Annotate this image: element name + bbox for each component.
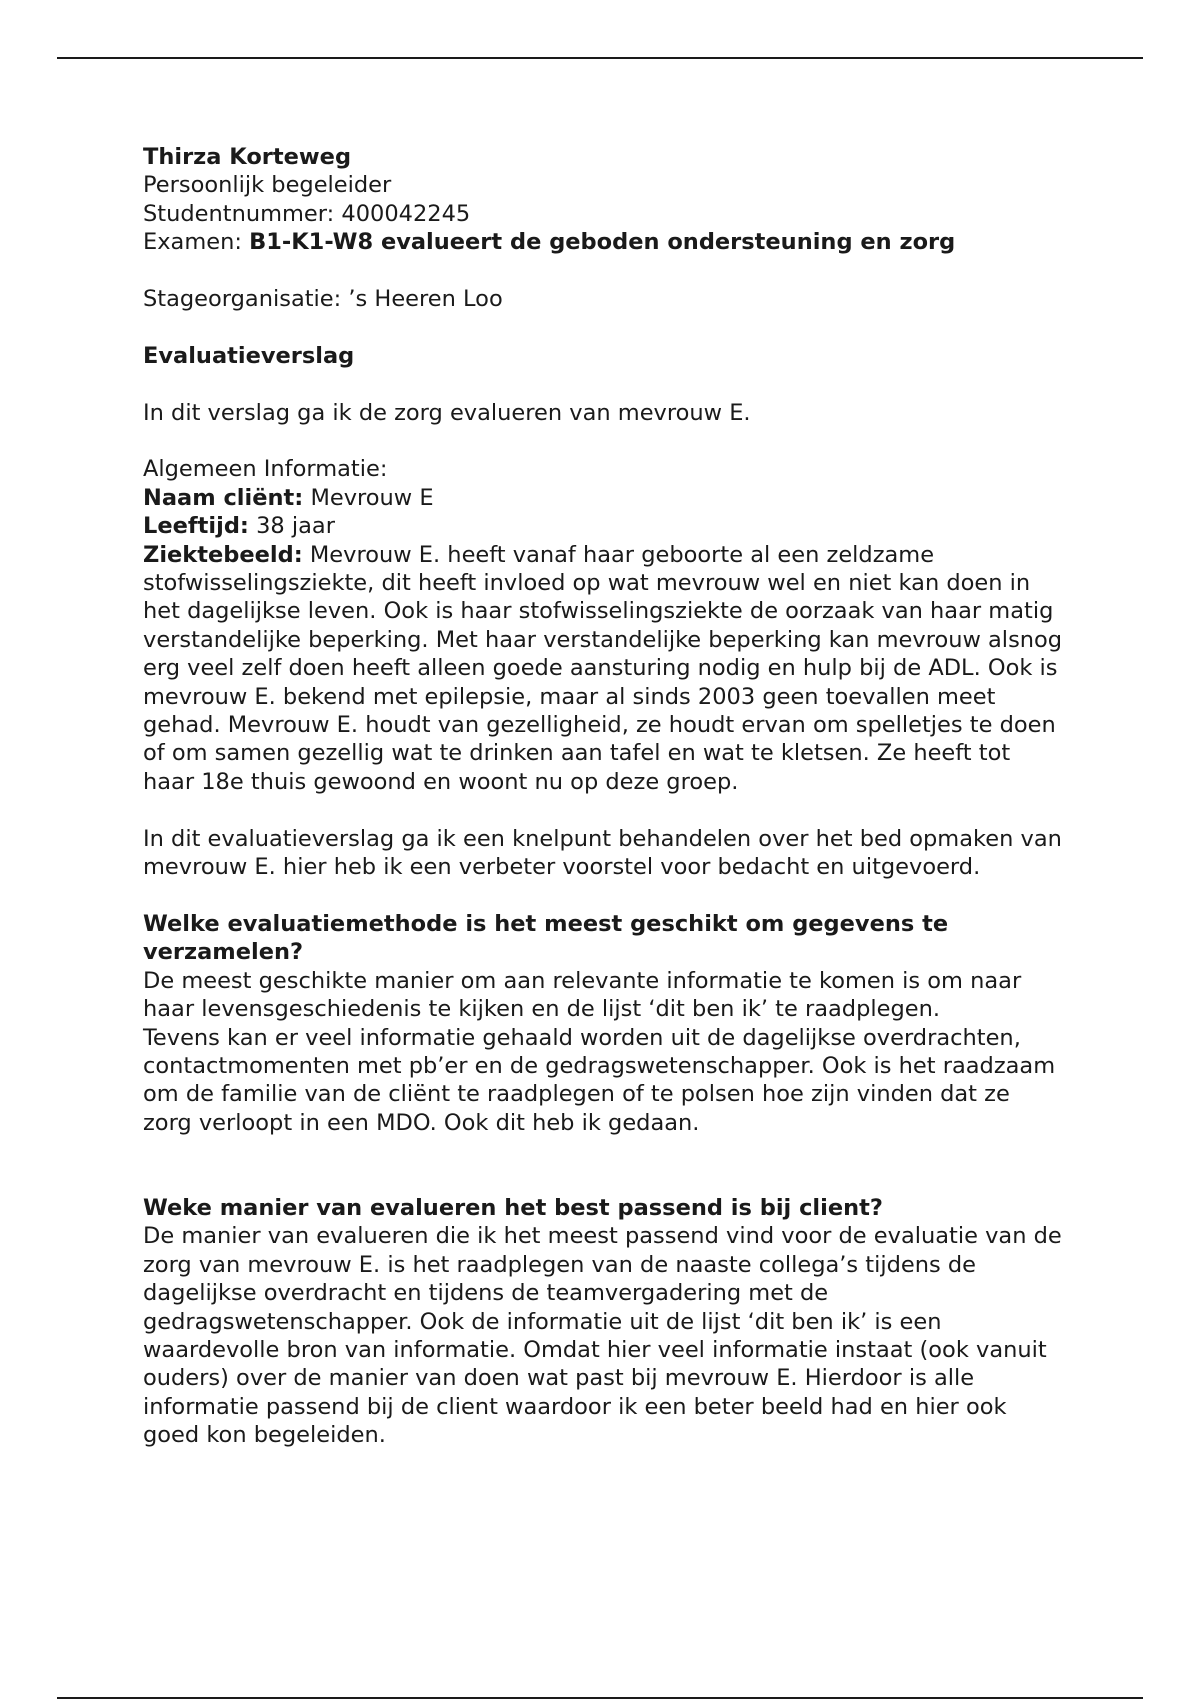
client-name-label: Naam cliënt: <box>143 484 304 511</box>
client-name: Mevrouw E <box>310 484 434 511</box>
client-name-line <box>143 484 1063 512</box>
section-paragraph: De meest geschikte manier om aan relevante informatie te komen is om naar haar levensgeschiedenis te kijken en de lijst ‘dit ben ik’ te raadplegen. <box>143 967 1022 1023</box>
internship-line <box>143 285 1063 313</box>
section-heading-method: Welke evaluatiemethode is het meest geschikt om gegevens te verzamelen? <box>143 910 949 966</box>
general-info-label: Algemeen Informatie: <box>143 456 388 483</box>
condition-paragraph <box>143 541 1063 797</box>
problem-paragraph: In dit evaluatieverslag ga ik een knelpunt behandelen over het bed opmaken van mevrouw E. hier heb ik een verbeter voorstel voor bedacht en uitgevoerd. <box>143 825 1062 881</box>
exam-line <box>143 228 1063 256</box>
student-number: 400042245 <box>341 200 471 227</box>
exam-title: B1-K1-W8 evalueert de geboden ondersteuning en zorg <box>249 229 956 256</box>
age-line <box>143 512 1063 540</box>
student-number-label: Studentnummer: <box>143 200 335 227</box>
top-rule <box>57 57 1143 59</box>
author-role: Persoonlijk begeleider <box>143 172 392 199</box>
age-label: Leeftijd: <box>143 513 249 540</box>
internship-name: ’s Heeren Loo <box>348 286 503 313</box>
document-body <box>143 143 1063 1450</box>
report-intro: In dit verslag ga ik de zorg evalueren van mevrouw E. <box>143 399 751 426</box>
section-paragraph: De manier van evalueren die ik het meest passend vind voor de evaluatie van de zorg van mevrouw E. is het raadplegen van de naaste collega’s tijdens de dagelijkse overdracht en tijdens de teamvergadering met de gedragswetenschapper. Ook de informatie uit de lijst ‘dit ben ik’ is een waardevolle bron van informatie. Omdat hier veel informatie instaat (ook vanuit ouders) over de manier van doen wat past bij mevrouw E. Hierdoor is alle informatie passend bij de client waardoor ik een beter beeld had en hier ook goed kon begeleiden. <box>143 1223 1062 1449</box>
section-heading-fit: Weke manier van evalueren het best passend is bij client? <box>143 1194 883 1221</box>
bottom-rule <box>57 1697 1143 1699</box>
report-title: Evaluatieverslag <box>143 342 355 369</box>
student-number-line <box>143 200 1063 228</box>
age-value: 38 jaar <box>256 513 335 540</box>
exam-label: Examen: <box>143 229 242 256</box>
author-name: Thirza Korteweg <box>143 144 352 170</box>
internship-label: Stageorganisatie: <box>143 286 342 313</box>
condition-label: Ziektebeeld: <box>143 541 303 568</box>
condition-text: Mevrouw E. heeft vanaf haar geboorte al een zeldzame stofwisselingsziekte, dit heeft invloed op wat mevrouw wel en niet kan doen in het dagelijkse leven. Ook is haar stofwisselingsziekte de oorzaak van haar matig verstandelijke beperking. Met haar verstandelijke beperking kan mevrouw alsnog erg veel zelf doen heeft alleen goede aansturing nodig en hulp bij de ADL. Ook is mevrouw E. bekend met epilepsie, maar al sinds 2003 geen toevallen meet gehad. Mevrouw E. houdt van gezelligheid, ze houdt ervan om spelletjes te doen of om samen gezellig wat te drinken aan tafel en wat te kletsen. Ze heeft tot haar 18e thuis gewoond en woont nu op deze groep. <box>143 541 1063 795</box>
section-paragraph: Tevens kan er veel informatie gehaald worden uit de dagelijkse overdrachten, contactmomenten met pb’er en de gedragswetenschapper. Ook is het raadzaam om de familie van de cliënt te raadplegen of te polsen hoe zijn vinden dat ze zorg verloopt in een MDO. Ook dit heb ik gedaan. <box>143 1024 1056 1136</box>
